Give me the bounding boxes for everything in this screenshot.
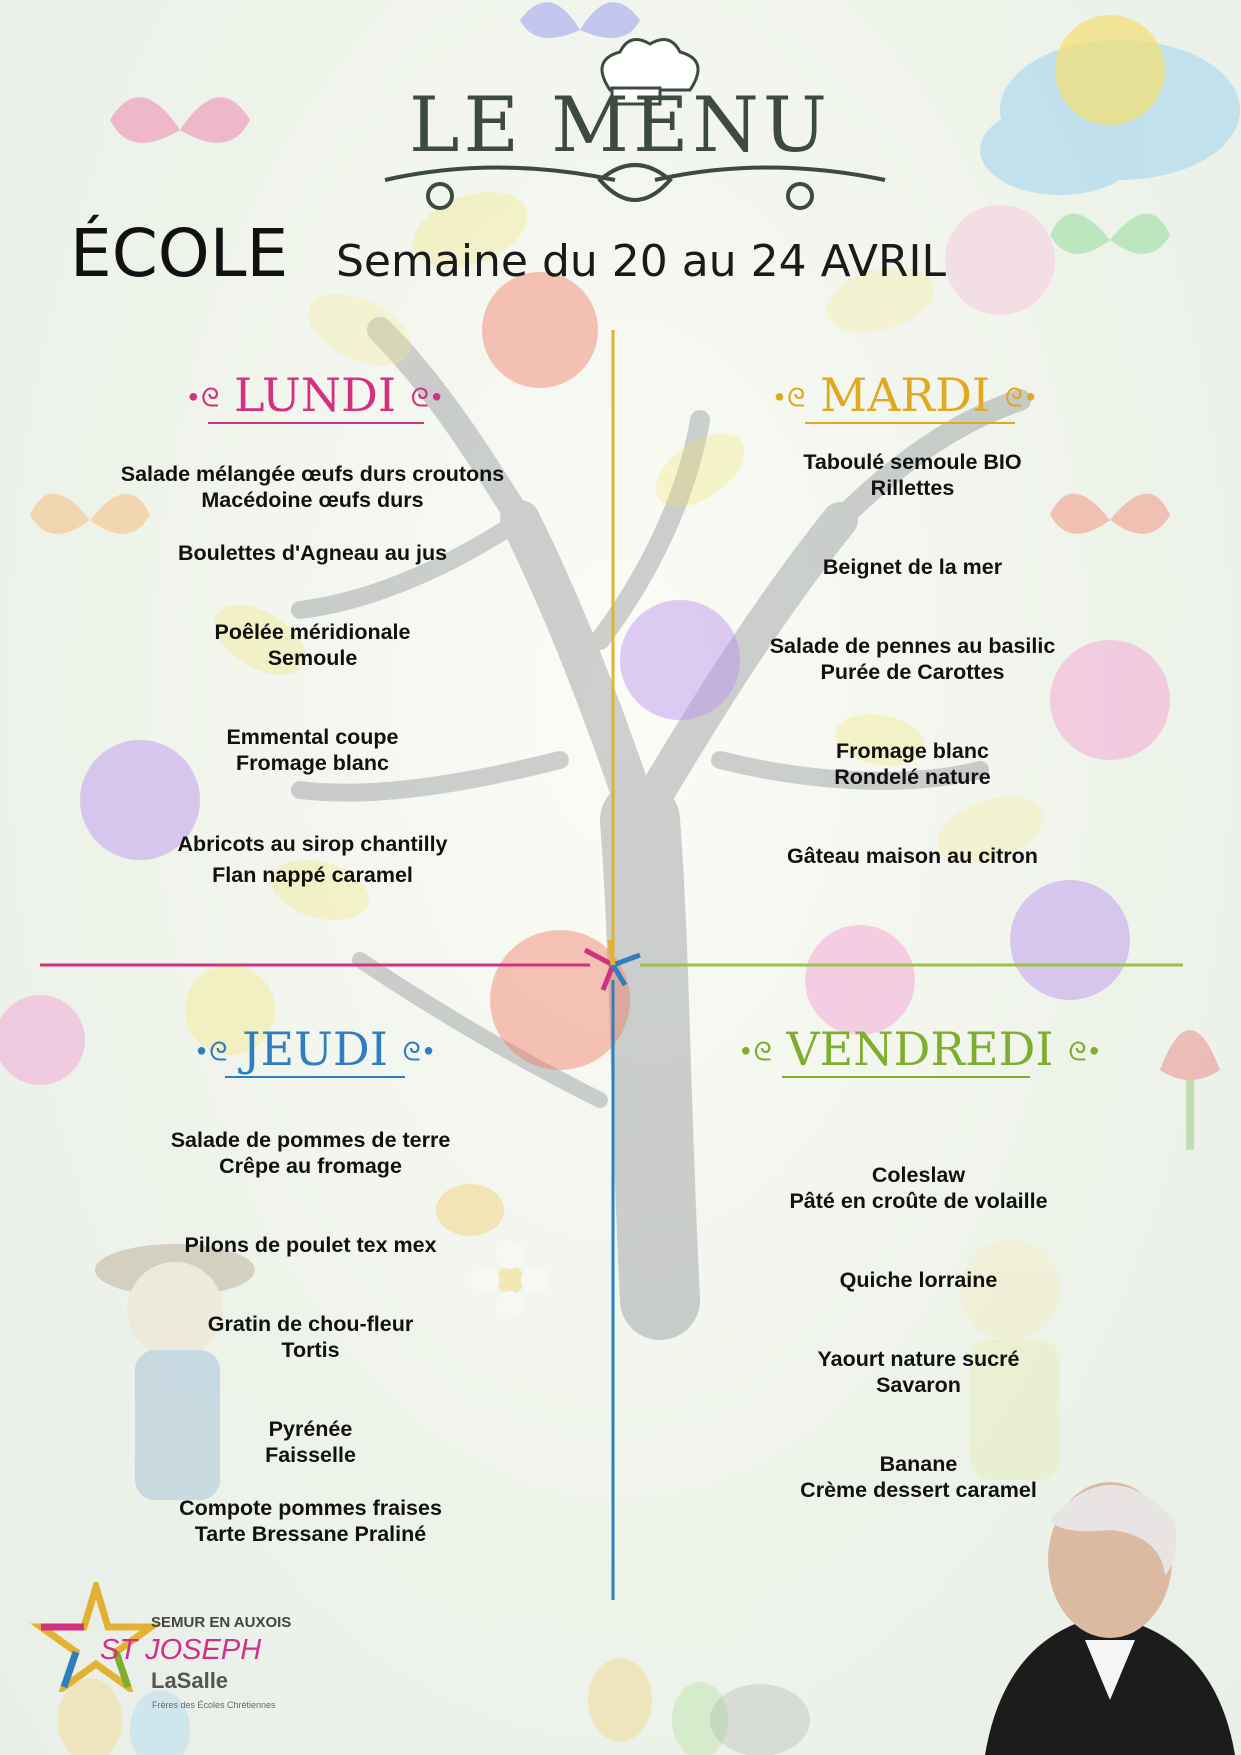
menu-item: Quiche lorraine [839, 1268, 998, 1292]
menu-list-vendredi [686, 1162, 1151, 1503]
page-title: LE MENU [409, 80, 831, 169]
menu-item: Fromage blanc Rondelé nature [834, 739, 991, 789]
menu-list-lundi [80, 461, 545, 891]
menu-item: Salade de pommes de terre Crêpe au fromage [170, 1128, 451, 1178]
logo-town: SEMUR EN AUXOIS [151, 1614, 292, 1631]
header [370, 60, 870, 220]
logo-network: LaSalle [151, 1668, 229, 1693]
day-label: JEUDI [242, 1022, 388, 1076]
ornament-left-icon: •ᘓ [185, 383, 220, 414]
menu-item: Boulettes d'Agneau au jus [177, 541, 448, 565]
ornament-right-icon: ᘓ• [402, 1037, 437, 1068]
tulip [1160, 1030, 1220, 1150]
day-label: MARDI [819, 368, 990, 422]
day-underline [225, 1076, 405, 1078]
logo-school-name: ST JOSEPH [100, 1634, 262, 1666]
menu-item: Salade mélangée œufs durs croutons Macédoine œufs durs [120, 462, 505, 512]
menu-item: Coleslaw Pâté en croûte de volaille [789, 1163, 1048, 1213]
menu-item: Taboulé semoule BIO Rillettes [803, 450, 1022, 500]
day-title-lundi [150, 368, 480, 422]
menu-item: Abricots au sirop chantilly Flan nappé caramel [177, 832, 448, 887]
school-logo [26, 1582, 316, 1732]
ornament-left-icon: •ᘓ [193, 1037, 228, 1068]
menu-item: Emmental coupe Fromage blanc [226, 725, 399, 775]
day-title-jeudi [150, 1022, 480, 1076]
sun-icon [1055, 15, 1165, 125]
menu-item: Gratin de chou-fleur Tortis [207, 1312, 414, 1362]
week-label: Semaine du 20 au 24 AVRIL [336, 236, 947, 287]
day-label: VENDREDI [786, 1022, 1054, 1076]
menu-item: Compote pommes fraises Tarte Bressane Praliné [179, 1496, 442, 1546]
portrait [980, 1482, 1241, 1755]
menu-item: Pyrénée Faisselle [265, 1417, 356, 1467]
day-title-mardi [750, 368, 1060, 422]
ornament-right-icon: ᘓ• [1004, 383, 1039, 414]
ornament-right-icon: ᘓ• [410, 383, 445, 414]
menu-item: Pilons de poulet tex mex [184, 1233, 437, 1257]
menu-item: Salade de pennes au basilic Purée de Carottes [769, 634, 1056, 684]
section-label: ÉCOLE [70, 215, 289, 292]
menu-item: Yaourt nature sucré Savaron [817, 1347, 1020, 1397]
menu-list-mardi [680, 449, 1145, 869]
day-underline [782, 1076, 1030, 1078]
ornament-left-icon: •ᘓ [738, 1037, 772, 1068]
menu-item: Banane Crème dessert caramel [800, 1452, 1037, 1502]
menu-item: Poêlée méridionale Semoule [214, 620, 411, 670]
hen [710, 1684, 810, 1755]
day-label: LUNDI [233, 368, 397, 422]
day-underline [208, 422, 424, 424]
menu-list-jeudi [78, 1127, 543, 1547]
menu-item: Gâteau maison au citron [787, 844, 1038, 868]
menu-item: Beignet de la mer [822, 555, 1003, 579]
ornament-left-icon: •ᘓ [771, 383, 806, 414]
logo-tagline: Frères des Écoles Chrétiennes [152, 1700, 276, 1710]
ornament-right-icon: ᘓ• [1068, 1037, 1102, 1068]
day-title-vendredi [715, 1022, 1125, 1076]
day-underline [805, 422, 1015, 424]
